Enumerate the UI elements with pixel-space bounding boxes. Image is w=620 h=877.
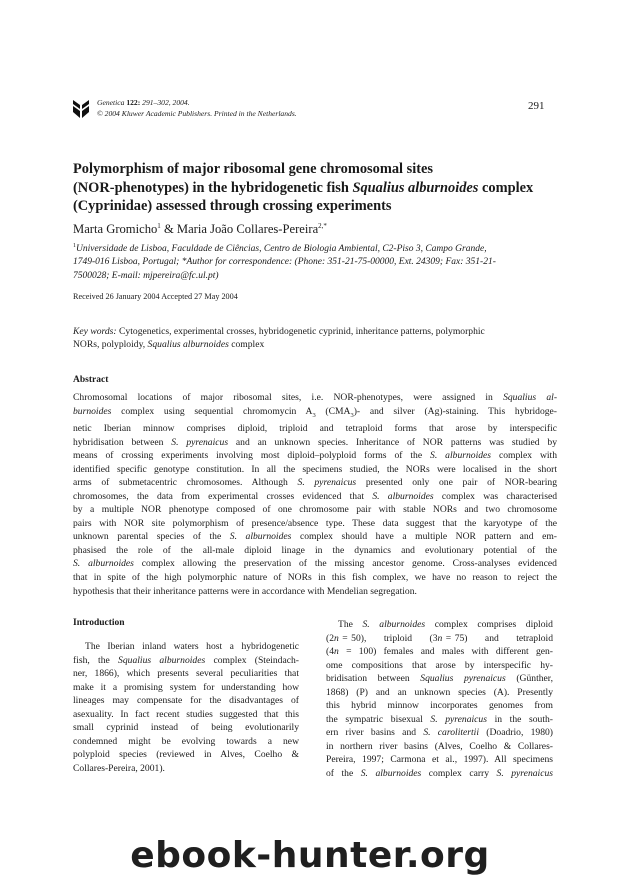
kluwer-logo-icon xyxy=(73,100,89,118)
introduction-left-column: The Iberian inland waters host a hybridogenetic fish, the Squalius alburnoides complex (Steindach- ner, 1866), which presents several peculiarities that make it a promising system for understanding how lineages may compensate for the disadvantages of asexuality. In fact recent studies suggested that this small cyprinid instead of being evolutionarily condemned might be evolving towards a new polyploid species (reviewed in Alves, Coelho & Collares-Pereira, 2001). xyxy=(73,641,299,774)
journal-citation: Genetica 122: 291–302, 2004. © 2004 Kluwer Academic Publishers. Printed in the Netherlands. xyxy=(97,98,297,118)
page-number: 291 xyxy=(528,100,545,112)
introduction-right-column: The S. alburnoides complex comprises diploid (2n = 50), triploid (3n = 75) and tetraploid (4n = 100) females and males with different gen- ome compositions that arose by interspecific hy- bridisation between Squalius pyrenaicus (Günther, 1868) (P) and an unknown species (A). Presently this hybrid minnow incorporates genomes from the sympatric bisexual S. pyrenaicus in the south- ern river basins and S. carolitertii (Doadrio, 1980) in northern river basins (Alves, Coelho & Collares- Pereira, 1997; Carmona et al., 1997). All specimens of the S. alburnoides complex carry S. pyrenaicus xyxy=(326,619,554,780)
keywords-label: Key words: xyxy=(73,326,117,337)
received-dates: Received 26 January 2004 Accepted 27 May 2004 xyxy=(73,292,238,301)
affiliation: $^1$Universidade de Lisboa, Faculdade de Ciências, Centro de Biologia Ambiental, C2-Piso 3, Campo Grande, 1749-016 Lisboa, Portugal; *Author for correspondence: (Phone: 351-21-75-00000, Ext. 24309; Fax: 351-21- 7500028; E-mail: mjpereira@fc.ul.pt) xyxy=(73,243,496,281)
author-list: Marta Gromicho$^1$ & Maria João Collares-Pereira$^{2,*}$ xyxy=(73,222,327,237)
journal-header xyxy=(73,98,553,124)
keywords: Key words: Cytogenetics, experimental crosses, hybridogenetic cyprinid, inheritance patterns, polymorphic NORs, polyploidy, Squalius alburnoides complex xyxy=(73,326,485,351)
introduction-heading: Introduction xyxy=(73,618,125,628)
watermark-text: ebook-hunter.org xyxy=(130,835,490,876)
copyright-line: © 2004 Kluwer Academic Publishers. Printed in the Netherlands. xyxy=(97,108,297,118)
article-title: Polymorphism of major ribosomal gene chromosomal sites (NOR-phenotypes) in the hybridogenetic fish Squalius alburnoides complex (Cyprinidae) assessed through crossing experiments xyxy=(73,161,534,214)
abstract-body: Chromosomal locations of major ribosomal sites, i.e. NOR-phenotypes, were assigned in Squalius al- burnoides complex using sequential chromomycin $A_3$ $(CMA_3)-$ and silver (Ag)-staining. This hybridoge- netic Iberian minnow comprises diploid, triploid and tetraploid forms that arose by interspecific hybridisation between S. pyrenaicus and an unknown species. Inheritance of NOR patterns was studied by means of crossing experiments involving most diploid–polyploid forms of the S. alburnoides complex with identified specific genotype constitution. In all the specimens studied, the NORs were localised in the short arms of submetacentric chromosomes. Although S. pyrenaicus presented only one pair of NOR-bearing chromosomes, the data from experimental crosses evidenced that S. alburnoides complex was characterised by a multiple NOR phenotype composed of one chromosome pair with stable NORs and two chromosome pairs with NOR site polymorphism of presence/absence type. These data suggest that the karyotype of the unknown parental species of the S. alburnoides complex should have a multiple NOR pattern and em- phasised the role of the all-male diploid linage in the dynamics and evolutionary potential of the S. alburnoides complex allowing the preservation of the missing ancestor genome. Cross-analyses evidenced that in spite of the high polymorphic nature of NORs in this fish complex, we have no reason to reject the hypothesis that their inheritance patterns were in accordance with Mendelian segregation. xyxy=(73,392,558,597)
abstract-heading: Abstract xyxy=(73,375,109,385)
